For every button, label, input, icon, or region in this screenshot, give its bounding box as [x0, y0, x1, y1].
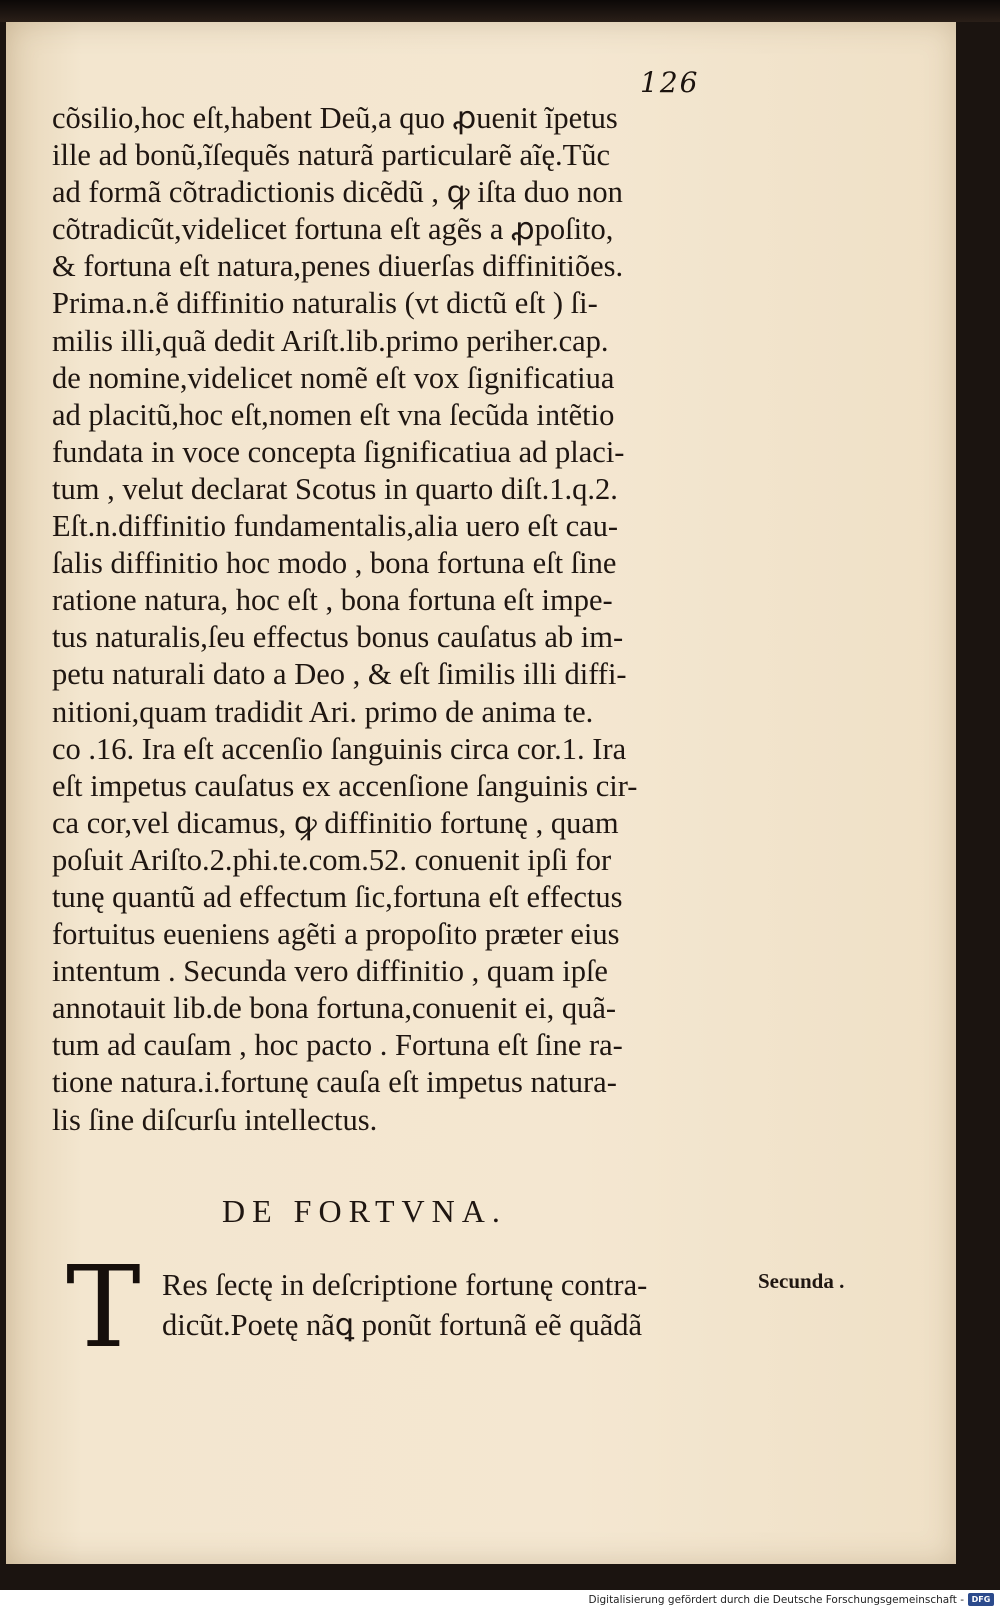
- text-line: fundata in voce concepta ſignificatiua ad placi-: [52, 434, 625, 469]
- text-line: ratione natura, hoc eſt , bona fortuna eſt impe-: [52, 583, 613, 618]
- text-line: Eſt.n.diffinitio fundamentalis,alia uero eſt cau-: [52, 509, 619, 544]
- text-line: milis illi,quã dedit Ariſt.lib.primo periher.cap.: [52, 323, 609, 358]
- text-line: tum , velut declarat Scotus in quarto diſt.1.q.2.: [52, 471, 618, 506]
- text-line: tum ad cauſam , hoc pacto . Fortuna eſt ſine ra-: [52, 1028, 623, 1063]
- text-line: co .16. Ira eſt accenſio ſanguinis circa cor.1. Ira: [52, 731, 627, 766]
- page-number: 126: [640, 66, 700, 99]
- text-line: lis ſine diſcurſu intellectus.: [52, 1102, 378, 1137]
- text-line: Res ſectę in deſcriptione fortunę contra-: [162, 1268, 648, 1302]
- text-line: ſalis diffinitio hoc modo , bona fortuna eſt ſine: [52, 546, 617, 581]
- text-line: nitioni,quam tradidit Ari. primo de anima te.: [52, 694, 594, 729]
- footer-credit: Digitalisierung gefördert durch die Deutsche Forschungsgemeinschaft -: [588, 1594, 964, 1606]
- section-heading: DE FORTVNA.: [222, 1193, 507, 1229]
- text-line: & fortuna eſt natura,penes diuerſas diffinitiões.: [52, 249, 624, 284]
- text-line: cõtradicũt,videlicet fortuna eſt agẽs a ꝓpoſito,: [52, 212, 614, 247]
- text-line: fortuitus eueniens agẽti a propoſito præter eius: [52, 917, 620, 952]
- text-line: tione natura.i.fortunę cauſa eſt impetus natura-: [52, 1065, 617, 1100]
- text-line: tunę quantũ ad effectum ſic,fortuna eſt effectus: [52, 879, 623, 914]
- text-line: intentum . Secunda vero diffinitio , quam ipſe: [52, 954, 608, 989]
- body-text: [52, 100, 752, 1139]
- text-line: annotauit lib.de bona fortuna,conuenit ei, quã-: [52, 991, 617, 1026]
- section-text: [162, 1265, 762, 1345]
- text-line: ca cor,vel dicamus, ꝙ diffinitio fortunę , quam: [52, 805, 619, 840]
- dfg-logo-icon: DFG: [968, 1593, 994, 1606]
- text-line: dicũt.Poetę nãꝗ ponũt fortunã eẽ quãdã: [162, 1308, 643, 1342]
- text-line: poſuit Ariſto.2.phi.te.com.52. conuenit ipſi for: [52, 842, 612, 877]
- text-line: cõsilio,hoc eſt,habent Deũ,a quo ꝓuenit ĩpetus: [52, 101, 618, 135]
- scan-top-edge: [0, 0, 1000, 22]
- text-line: petu naturali dato a Deo , & eſt ſimilis illi diffi-: [52, 657, 627, 692]
- text-line: ad placitũ,hoc eſt,nomen eſt vna ſecũda intẽtio: [52, 397, 615, 432]
- text-line: ad formã cõtradictionis dicẽdũ , ꝙ iſta duo non: [52, 175, 623, 210]
- text-line: tus naturalis,ſeu effectus bonus cauſatus ab im-: [52, 620, 624, 655]
- text-line: ille ad bonũ,ĩſequẽs naturã particularẽ aĩę.Tũc: [52, 138, 611, 173]
- text-line: Prima.n.ẽ diffinitio naturalis (vt dictũ eſt ) ſi-: [52, 286, 598, 321]
- text-line: de nomine,videlicet nomẽ eſt vox ſignificatiua: [52, 360, 615, 395]
- margin-note: Secunda .: [758, 1269, 845, 1293]
- drop-cap: T: [66, 1243, 141, 1373]
- text-line: eſt impetus cauſatus ex accenſione ſanguinis cir-: [52, 768, 638, 803]
